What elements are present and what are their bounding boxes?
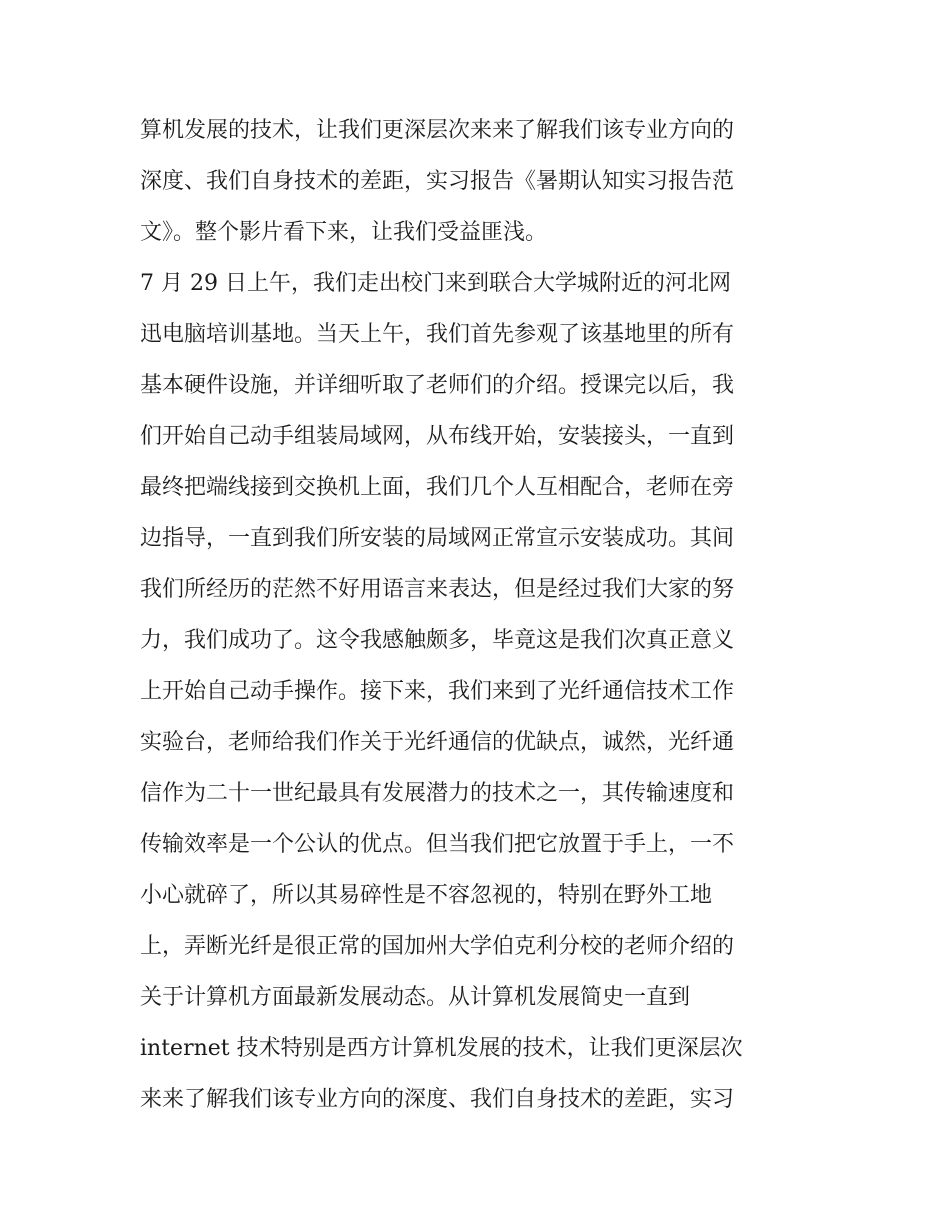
body-text (140, 105, 840, 1125)
text-line-20: 来来了解我们该专业方向的深度、我们自身技术的差距，实习 (140, 1087, 735, 1112)
text-line-14: 信作为二十一世纪最具有发展潜力的技术之一，其传输速度和 (140, 781, 735, 806)
text-line-16: 小心就碎了，所以其易碎性是不容忽视的，特别在野外工地 (140, 883, 713, 908)
text-line-19: internet 技术特别是西方计算机发展的技术，让我们更深层次 (140, 1036, 743, 1061)
text-line-10: 我们所经历的茫然不好用语言来表达，但是经过我们大家的努 (140, 577, 735, 602)
text-line-6: 基本硬件设施，并详细听取了老师们的介绍。授课完以后，我 (140, 373, 735, 398)
text-line-7: 们开始自己动手组装局域网，从布线开始，安装接头，一直到 (140, 424, 735, 449)
text-line-13: 实验台，老师给我们作关于光纤通信的优缺点，诚然，光纤通 (140, 730, 735, 755)
text-line-5: 迅电脑培训基地。当天上午，我们首先参观了该基地里的所有 (140, 322, 735, 347)
text-line-11: 力，我们成功了。这令我感触颇多，毕竟这是我们次真正意义 (140, 628, 735, 653)
text-line-18: 关于计算机方面最新发展动态。从计算机发展简史一直到 (140, 985, 691, 1010)
text-line-2: 深度、我们自身技术的差距，实习报告《暑期认知实习报告范 (140, 169, 735, 194)
text-line-15: 传输效率是一个公认的优点。但当我们把它放置于手上，一不 (140, 832, 735, 857)
text-line-4: 7 月 29 日上午，我们走出校门来到联合大学城附近的河北网 (140, 271, 731, 296)
text-line-3: 文》。整个影片看下来，让我们受益匪浅。 (140, 220, 548, 245)
text-line-12: 上开始自己动手操作。接下来，我们来到了光纤通信技术工作 (140, 679, 735, 704)
text-line-1: 算机发展的技术，让我们更深层次来来了解我们该专业方向的 (140, 118, 735, 143)
text-line-17: 上，弄断光纤是很正常的国加州大学伯克利分校的老师介绍的 (140, 934, 735, 959)
text-line-9: 边指导，一直到我们所安装的局域网正常宣示安装成功。其间 (140, 526, 735, 551)
text-line-8: 最终把端线接到交换机上面，我们几个人互相配合，老师在旁 (140, 475, 735, 500)
